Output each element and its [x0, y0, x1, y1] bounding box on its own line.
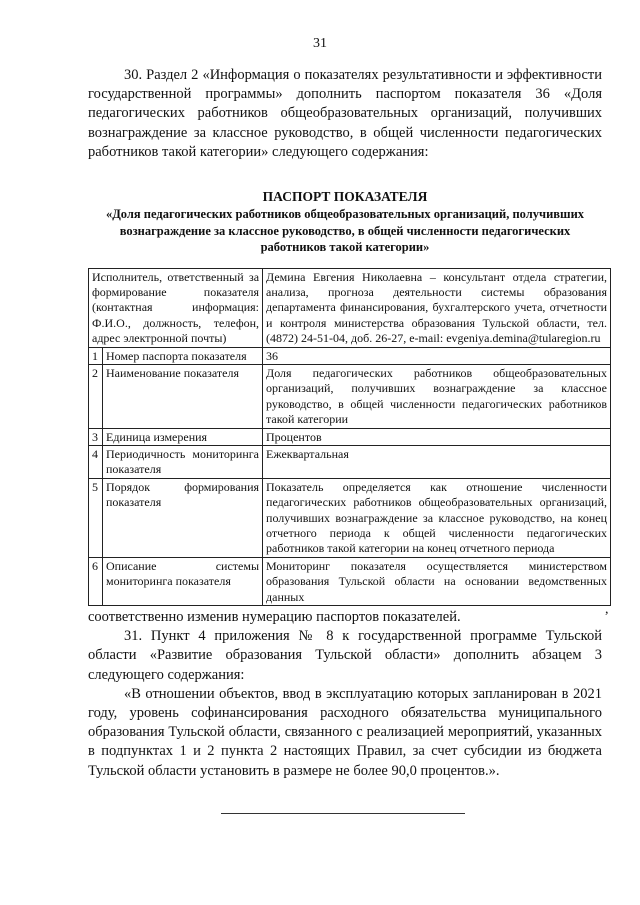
quoted-paragraph: «В отношении объектов, ввод в эксплуатацию которых запланирован в 2021 году, уровень софинансирования расходного обязательства муниципального образования Тульской области, связанного с реализацией мероприятий, указанных в подпунктах 1 и 2 пункта 2 настоящих Правил, за счет субсидии из бюджета Тульской области установить в размере не более 90,0 процентов.». — [88, 685, 602, 779]
table-row-executor — [89, 268, 611, 347]
row-value: Ежеквартальная — [263, 445, 611, 478]
passport-table — [88, 268, 611, 607]
document-body — [88, 66, 607, 781]
table-row — [89, 445, 611, 478]
end-divider — [221, 813, 465, 814]
table-row — [89, 478, 611, 557]
paragraph-30: 30. Раздел 2 «Информация о показателях результативности и эффективности государственной программы» дополнить паспортом показателя 36 «Доля педагогических работников общеобразовательных организаций, получивших вознаграждение за классное руководство, в общей численности педагогических работников такой категории» следующего содержания: — [88, 67, 602, 160]
row-value: 36 — [263, 347, 611, 364]
row-value: Показатель определяется как отношение численности педагогических работников общеобразовательных организаций, получивших вознаграждение за классное руководство, на конец отчетного периода к общей численности педагогических работников такой категории на конец отчетного периода — [263, 478, 611, 557]
row-number: 2 — [89, 364, 103, 428]
row-number: 1 — [89, 347, 103, 364]
renumber-note: соответственно изменив нумерацию паспортов показателей. — [88, 609, 461, 626]
table-row — [89, 347, 611, 364]
table-row — [89, 557, 611, 605]
passport-title: ПАСПОРТ ПОКАЗАТЕЛЯ — [262, 189, 428, 205]
table-row — [89, 364, 611, 428]
row-name: Описание системы мониторинга показателя — [103, 557, 263, 605]
row-name: Порядок формирования показателя — [103, 478, 263, 557]
paragraph-31: 31. Пункт 4 приложения № 8 к государственной программе Тульской области «Развитие образования Тульской области» дополнить абзацем 3 следующего содержания: — [88, 628, 602, 683]
row-value: Доля педагогических работников общеобразовательных организаций, получивших вознаграждение за классное руководство, в общей численности педагогических работников такой категории — [263, 364, 611, 428]
row-number: 3 — [89, 428, 103, 445]
row-name: Единица измерения — [103, 428, 263, 445]
row-name: Наименование показателя — [103, 364, 263, 428]
page-number: 31 — [313, 36, 327, 51]
executor-label: Исполнитель, ответственный за формирование показателя (контактная информация: Ф.И.О., должность, телефон, адрес электронной почты) — [89, 268, 263, 347]
row-number: 6 — [89, 557, 103, 605]
passport-subtitle: «Доля педагогических работников общеобразовательных организаций, получивших вознаграждение за классное руководство, в общей численности педагогических работников такой категории» — [105, 207, 585, 255]
row-name: Периодичность мониторинга показателя — [103, 445, 263, 478]
table-row — [89, 428, 611, 445]
trailing-comma: , — [605, 602, 609, 617]
row-number: 5 — [89, 478, 103, 557]
row-value: Процентов — [263, 428, 611, 445]
executor-value: Демина Евгения Николаевна – консультант отдела стратегии, анализа, прогноза деятельности системы образования департамента финансирования, бухгалтерского учета, отчетности и контроля министерства образования Тульской области, тел. (4872) 24-51-04, доб. 26-27, e-mail: evgeniya.demina@tularegion.ru — [263, 268, 611, 347]
row-value: Мониторинг показателя осуществляется министерством образования Тульской области на основании ведомственных данных — [263, 557, 611, 605]
row-number: 4 — [89, 445, 103, 478]
row-name: Номер паспорта показателя — [103, 347, 263, 364]
